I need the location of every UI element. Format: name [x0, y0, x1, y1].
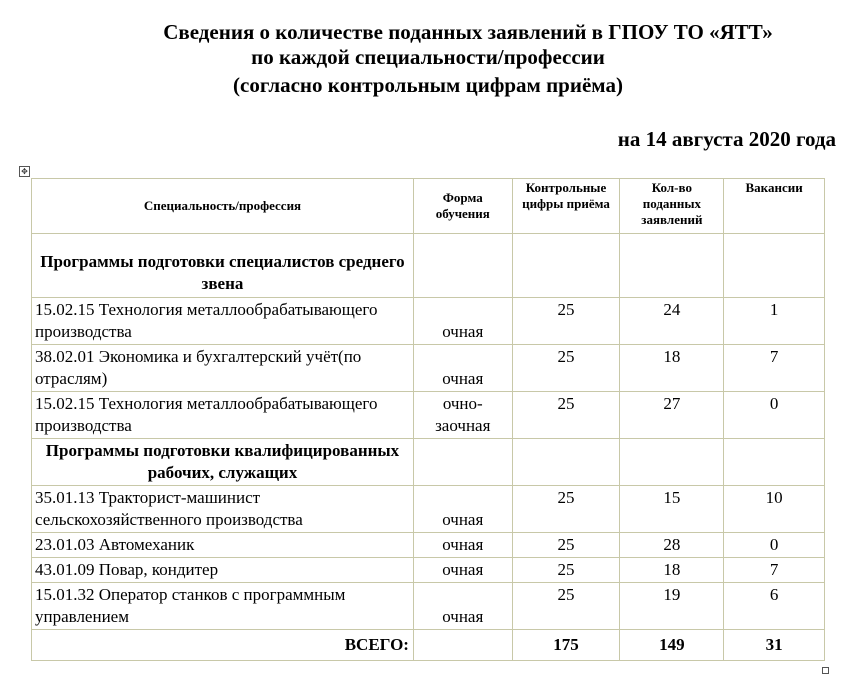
row-control: 25 [512, 583, 620, 630]
header-spec: Специальность/профессия [32, 179, 414, 234]
row-name: 43.01.09 Повар, кондитер [32, 558, 414, 583]
table-row [32, 392, 825, 439]
row-control: 25 [512, 392, 620, 439]
total-vacancies: 31 [724, 630, 825, 661]
row-count: 28 [620, 533, 724, 558]
row-vacancies: 7 [724, 345, 825, 392]
row-control: 25 [512, 558, 620, 583]
row-vacancies: 7 [724, 558, 825, 583]
row-vacancies: 1 [724, 298, 825, 345]
row-name: 35.01.13 Тракторист-машинист сельскохозяйственного производства [32, 486, 414, 533]
row-count: 18 [620, 558, 724, 583]
header-row [32, 179, 825, 234]
applications-table [31, 178, 825, 661]
table-row [32, 486, 825, 533]
row-form: очная [413, 345, 512, 392]
row-count: 18 [620, 345, 724, 392]
row-control: 25 [512, 533, 620, 558]
row-form: очно-заочная [413, 392, 512, 439]
row-control: 25 [512, 486, 620, 533]
table-row [32, 558, 825, 583]
table-row [32, 533, 825, 558]
title-line-3: (согласно контрольным цифрам приёма) [233, 73, 623, 97]
header-control: Контрольные цифры приёма [512, 179, 620, 234]
row-form: очная [413, 583, 512, 630]
row-name: 15.01.32 Оператор станков с программным управлением [32, 583, 414, 630]
section-title: Программы подготовки квалифицированных рабочих, служащих [32, 439, 414, 486]
row-control: 25 [512, 298, 620, 345]
row-count: 15 [620, 486, 724, 533]
row-name: 15.02.15 Технология металлообрабатывающего производства [32, 392, 414, 439]
table-move-handle-icon[interactable]: ✥ [19, 166, 30, 177]
row-form: очная [413, 558, 512, 583]
row-form: очная [413, 533, 512, 558]
table-resize-handle-icon[interactable] [822, 667, 829, 674]
row-name: 15.02.15 Технология металлообрабатывающего производства [32, 298, 414, 345]
title-line-2: по каждой специальности/профессии [251, 45, 605, 69]
header-count: Кол-во поданных заявлений [620, 179, 724, 234]
row-vacancies: 0 [724, 392, 825, 439]
section-title: Программы подготовки специалистов среднего звена [32, 234, 414, 298]
table-row [32, 345, 825, 392]
row-name: 38.02.01 Экономика и бухгалтерский учёт(по отраслям) [32, 345, 414, 392]
header-vacancies: Вакансии [724, 179, 825, 234]
section-row [32, 234, 825, 298]
row-form: очная [413, 486, 512, 533]
row-form: очная [413, 298, 512, 345]
table-row [32, 298, 825, 345]
row-control: 25 [512, 345, 620, 392]
report-date: на 14 августа 2020 года [617, 127, 836, 151]
row-vacancies: 6 [724, 583, 825, 630]
total-control: 175 [512, 630, 620, 661]
row-count: 19 [620, 583, 724, 630]
row-name: 23.01.03 Автомеханик [32, 533, 414, 558]
section-row [32, 439, 825, 486]
total-count: 149 [620, 630, 724, 661]
title-line-1: Сведения о количестве поданных заявлений в ГПОУ ТО «ЯТТ» [163, 20, 773, 44]
total-label: ВСЕГО: [32, 630, 414, 661]
total-row [32, 630, 825, 661]
row-vacancies: 0 [724, 533, 825, 558]
table-row [32, 583, 825, 630]
header-form: Форма обучения [413, 179, 512, 234]
row-count: 27 [620, 392, 724, 439]
row-vacancies: 10 [724, 486, 825, 533]
row-count: 24 [620, 298, 724, 345]
